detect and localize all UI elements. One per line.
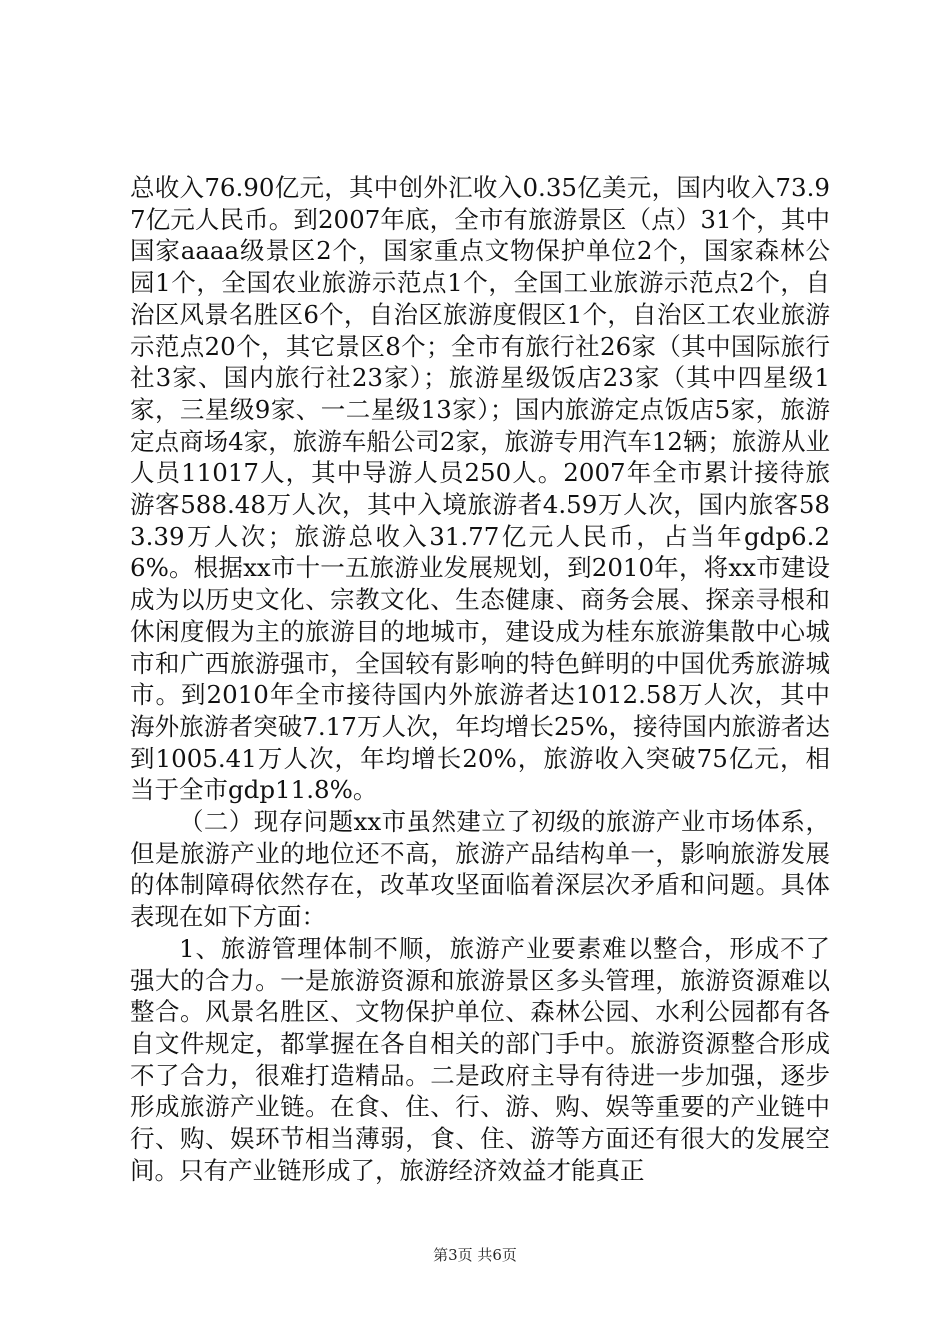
document-body	[130, 172, 830, 1187]
page-number-footer: 第3页 共6页	[433, 1246, 517, 1264]
paragraph-management-system: 1、旅游管理体制不顺，旅游产业要素难以整合，形成不了强大的合力。一是旅游资源和旅游景区多头管理，旅游资源难以整合。风景名胜区、文物保护单位、森林公园、水利公园都有各自文件规定，都掌握在各自相关的部门手中。旅游资源整合形成不了合力，很难打造精品。二是政府主导有待进一步加强，逐步形成旅游产业链。在食、住、行、游、购、娱等重要的产业链中行、购、娱环节相当薄弱，食、住、游等方面还有很大的发展空间。只有产业链形成了，旅游经济效益才能真正	[130, 933, 830, 1185]
paragraph-tourism-statistics: 总收入76.90亿元，其中创外汇收入0.35亿美元，国内收入73.97亿元人民币。到2007年底，全市有旅游景区（点）31个，其中国家aaaa级景区2个，国家重点文物保护单位2个，国家森林公园1个，全国农业旅游示范点1个，全国工业旅游示范点2个，自治区风景名胜区6个，自治区旅游度假区1个，自治区工农业旅游示范点20个，其它景区8个；全市有旅行社26家（其中国际旅行社3家、国内旅行社23家）；旅游星级饭店23家（其中四星级1家，三星级9家、一二星级13家）；国内旅游定点饭店5家，旅游定点商场4家，旅游车船公司2家，旅游专用汽车12辆；旅游从业人员11017人，其中导游人员250人。2007年全市累计接待旅游客588.48万人次，其中入境旅游者4.59万人次，国内旅客583.39万人次；旅游总收入31.77亿元人民币，占当年gdp6.26%。根据xx市十一五旅游业发展规划，到2010年，将xx市建设成为以历史文化、宗教文化、生态健康、商务会展、探亲寻根和休闲度假为主的旅游目的地城市，建设成为桂东旅游集散中心城市和广西旅游强市，全国较有影响的特色鲜明的中国优秀旅游城市。到2010年全市接待国内外旅游者达1012.58万人次，其中海外旅游者突破7.17万人次，年均增长25%，接待国内旅游者达到1005.41万人次，年均增长20%，旅游收入突破75亿元，相当于全市gdp11.8%。	[130, 173, 830, 805]
paragraph-existing-problems: （二）现存问题xx市虽然建立了初级的旅游产业市场体系，但是旅游产业的地位还不高，旅游产品结构单一，影响旅游发展的体制障碍依然存在，改革攻坚面临着深层次矛盾和问题。具体表现在如下方面：	[130, 807, 830, 932]
